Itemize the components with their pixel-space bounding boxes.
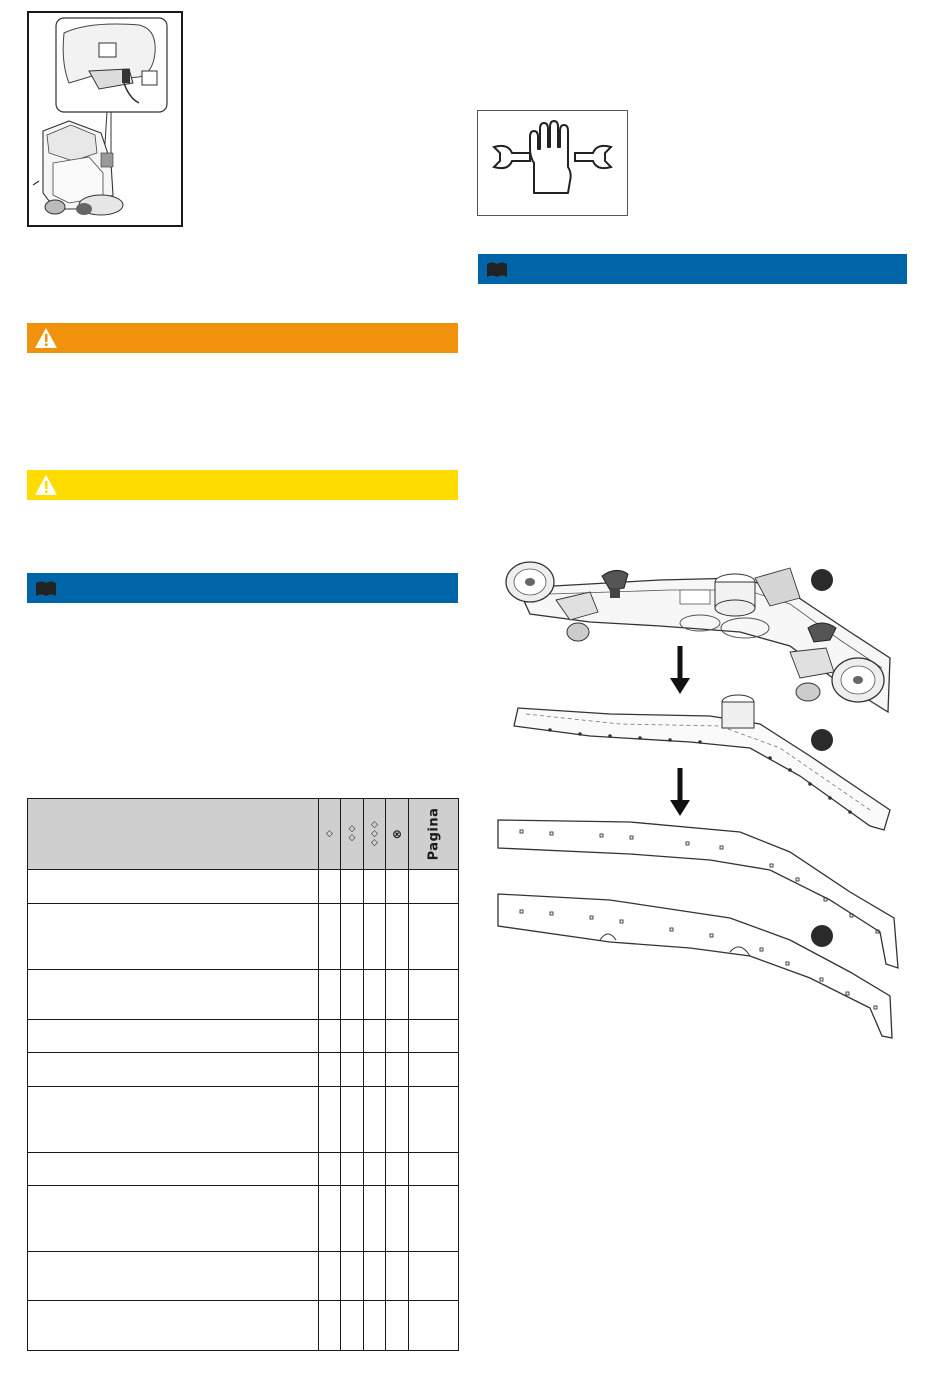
- tool-pictogram-box: [477, 110, 628, 216]
- table-row: [28, 904, 459, 970]
- callout-marker-3: [811, 925, 833, 947]
- header-interval-1: [319, 799, 341, 870]
- interval-symbol-1: ◇: [326, 828, 333, 839]
- interval-symbol-3a: ◇: [371, 819, 378, 830]
- table-row: [28, 1053, 459, 1087]
- note-banner-left: [27, 573, 458, 603]
- callout-marker-1: [811, 569, 833, 591]
- book-icon: [484, 257, 510, 281]
- header-interval-2: [341, 799, 364, 870]
- table-row: [28, 1252, 459, 1301]
- header-interval-4: [386, 799, 409, 870]
- page-column-label: Pagina: [426, 807, 441, 861]
- interval-symbol-3b: ◇: [371, 828, 378, 839]
- warning-triangle-icon: [33, 326, 59, 350]
- warning-triangle-icon: [33, 473, 59, 497]
- book-icon: [33, 576, 59, 600]
- table-row: [28, 1153, 459, 1186]
- table-header-row: [28, 799, 459, 870]
- table-row: [28, 1087, 459, 1153]
- header-page: [409, 799, 459, 870]
- caution-banner: [27, 470, 458, 500]
- header-interval-3: [364, 799, 386, 870]
- table-row: [28, 970, 459, 1020]
- maintenance-table: [27, 798, 459, 1351]
- wrench-glove-icon: [478, 111, 627, 215]
- interval-symbol-2b: ◇: [348, 833, 356, 843]
- machine-drawing: [29, 13, 181, 225]
- danger-banner: [27, 323, 458, 353]
- interval-symbol-4: ⊗: [391, 826, 403, 841]
- interval-symbol-3c: ◇: [371, 837, 378, 848]
- table-row: [28, 870, 459, 904]
- header-description-cell: [28, 799, 319, 870]
- interval-symbol-2a: ◇: [348, 824, 356, 834]
- note-banner-right: [478, 254, 907, 284]
- squeegee-assembly-drawing: [490, 548, 910, 1048]
- machine-illustration: [27, 11, 183, 227]
- table-row: [28, 1020, 459, 1053]
- squeegee-exploded-diagram: [490, 548, 910, 1048]
- callout-marker-2: [811, 729, 833, 751]
- table-row: [28, 1301, 459, 1351]
- table-row: [28, 1186, 459, 1252]
